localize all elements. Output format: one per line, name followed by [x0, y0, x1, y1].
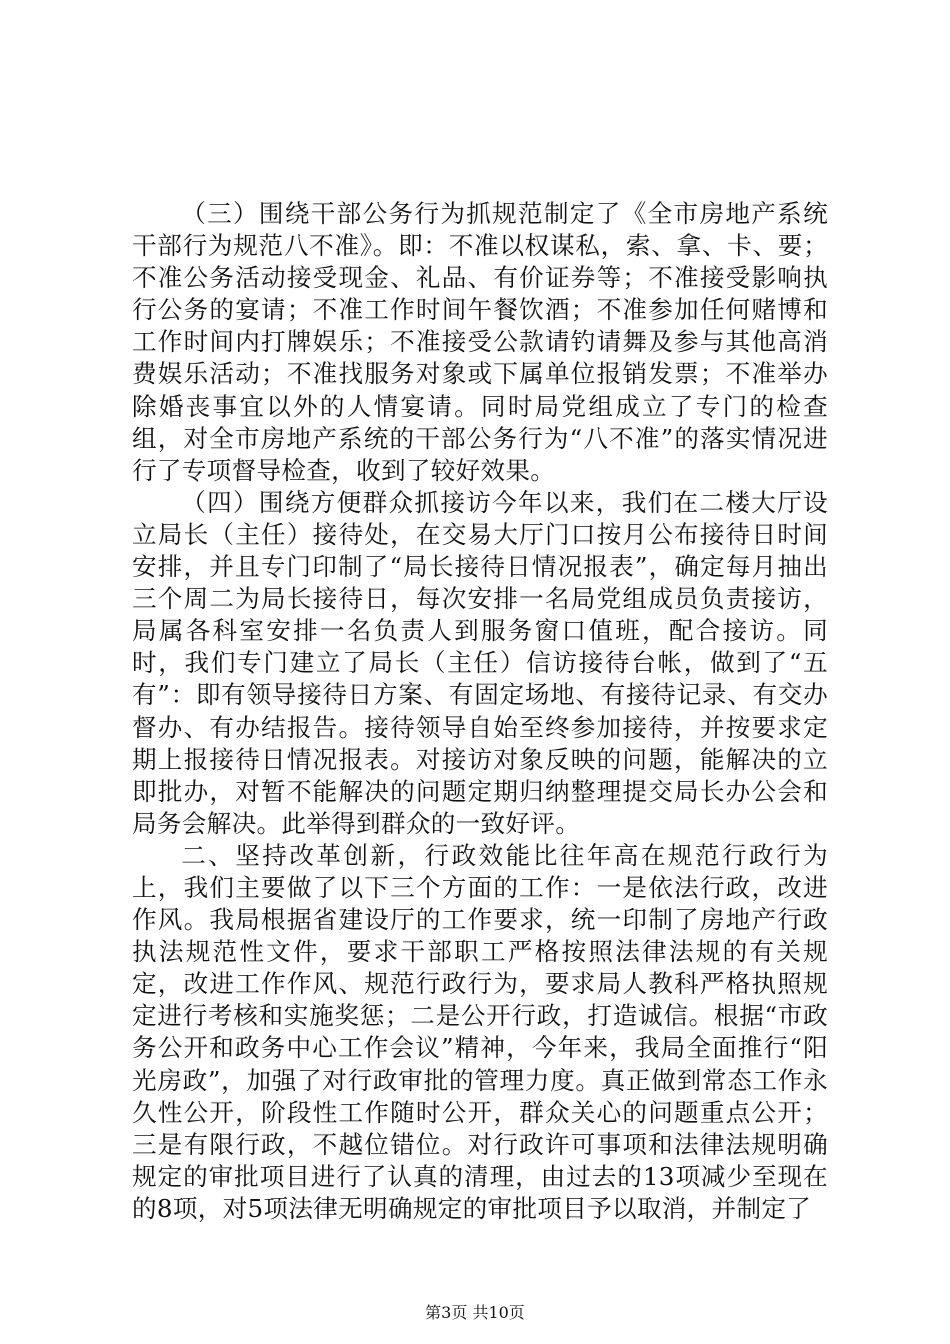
document-body [132, 198, 828, 1225]
page-footer [0, 1303, 950, 1323]
page-number-label: 第3页 共10页 [425, 1303, 525, 1322]
paragraph-section-three: （三）围绕干部公务行为抓规范制定了《全市房地产系统干部行为规范八不准》。即：不准以权谋私，索、拿、卡、要；不准公务活动接受现金、礼品、有价证券等；不准接受影响执行公务的宴请；不准工作时间午餐饮酒；不准参加任何赌博和工作时间内打牌娱乐；不准接受公款请钓请舞及参与其他高消费娱乐活动；不准找服务对象或下属单位报销发票；不准举办除婚丧事宜以外的人情宴请。同时局党组成立了专门的检查组，对全市房地产系统的干部公务行为“八不准”的落实情况进行了专项督导检查，收到了较好效果。 [132, 199, 828, 485]
paragraph-section-four: （四）围绕方便群众抓接访今年以来，我们在二楼大厅设立局长（主任）接待处，在交易大厅门口按月公布接待日时间安排，并且专门印制了“局长接待日情况报表”，确定每月抽出三个周二为局长接待日，每次安排一名局党组成员负责接访，局属各科室安排一名负责人到服务窗口值班，配合接访。同时，我们专门建立了局长（主任）信访接待台帐，做到了“五有”：即有领导接待日方案、有固定场地、有接待记录、有交办督办、有办结报告。接待领导自始至终参加接待，并按要求定期上报接待日情况报表。对接访对象反映的问题，能解决的立即批办，对暂不能解决的问题定期归纳整理提交局长办公会和局务会解决。此举得到群众的一致好评。 [132, 487, 828, 838]
paragraph-part-two: 二、坚持改革创新，行政效能比往年高在规范行政行为上，我们主要做了以下三个方面的工作：一是依法行政，改进作风。我局根据省建设厅的工作要求，统一印制了房地产行政执法规范性文件，要求干部职工严格按照法律法规的有关规定，改进工作作风、规范行政行为，要求局人教科严格执照规定进行考核和实施奖惩；二是公开行政，打造诚信。根据“市政务公开和政务中心工作会议”精神，今年来，我局全面推行“阳光房政”，加强了对行政审批的管理力度。真正做到常态工作永久性公开，阶段性工作随时公开，群众关心的问题重点公开；三是有限行政，不越位错位。对行政许可事项和法律法规明确规定的审批项目进行了认真的清理，由过去的13项减少至现在的8项，对5项法律无明确规定的审批项目予以取消，并制定了 [132, 840, 828, 1223]
